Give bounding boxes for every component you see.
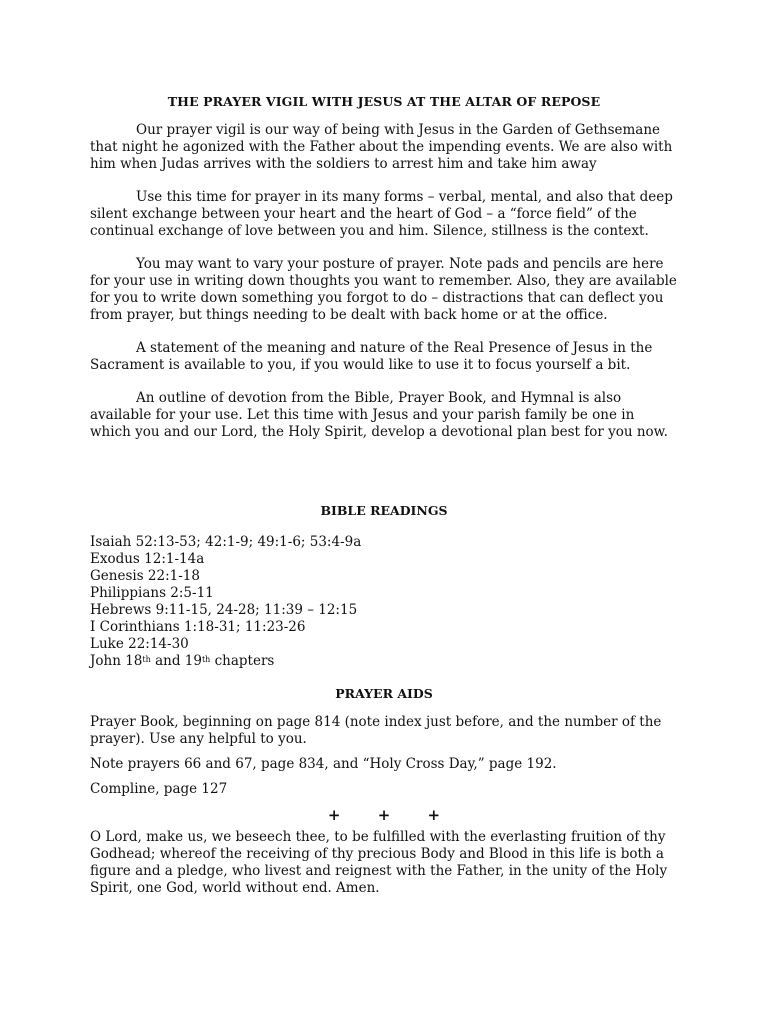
reading-item: I Corinthians 1:18-31; 11:23-26 bbox=[90, 619, 306, 635]
paragraph-posture: You may want to vary your posture of prayer. Note pads and pencils are here for your use in writing down thoughts you want to remember. Also, they are available for you to write down something you forgot to do – distractions that can deflect you from prayer, but things needing to be dealt with back home or at the office. bbox=[90, 256, 677, 323]
document-title: THE PRAYER VIGIL WITH JESUS AT THE ALTAR OF REPOSE bbox=[167, 94, 601, 109]
prayer-aid-item: Compline, page 127 bbox=[90, 781, 228, 797]
closing-prayer: O Lord, make us, we beseech thee, to be fulfilled with the everlasting fruition of thy Godhead; whereof the receiving of thy precious Body and Blood in this life is both a figure and a pledge, who livest and reignest with the Father, in the unity of the Holy Spirit, one God, world without end. Amen. bbox=[90, 829, 668, 896]
reading-item: Philippians 2:5-11 bbox=[90, 585, 214, 601]
bible-readings-heading: BIBLE READINGS bbox=[320, 503, 448, 518]
prayer-aids-heading: PRAYER AIDS bbox=[335, 686, 433, 701]
paragraph-devotion-outline: An outline of devotion from the Bible, Prayer Book, and Hymnal is also available for your use. Let this time with Jesus and your parish family be one in which you and our Lord, the Holy Spirit, develop a devotional plan best for you now. bbox=[90, 390, 668, 440]
paragraph-prayer-forms: Use this time for prayer in its many forms – verbal, mental, and also that deep silent exchange between your heart and the heart of God – a “force field” of the continual exchange of love between you and him. Silence, stillness is the context. bbox=[90, 189, 673, 239]
paragraph-real-presence: A statement of the meaning and nature of the Real Presence of Jesus in the Sacrament is available to you, if you would like to use it to focus yourself a bit. bbox=[90, 340, 653, 373]
reading-item: Hebrews 9:11-15, 24-28; 11:39 – 12:15 bbox=[90, 602, 358, 618]
john-superscript-2: th bbox=[201, 655, 211, 664]
john-part-b: and 19 bbox=[150, 653, 202, 669]
john-superscript-1: th bbox=[142, 655, 151, 664]
cross-separator: + + + bbox=[327, 806, 457, 824]
reading-item: Exodus 12:1-14a bbox=[90, 551, 205, 567]
document-content bbox=[90, 94, 678, 897]
reading-item: Genesis 22:1-18 bbox=[90, 568, 200, 584]
john-part-a: John 18 bbox=[90, 653, 143, 669]
reading-item: Isaiah 52:13-53; 42:1-9; 49:1-6; 53:4-9a bbox=[90, 534, 362, 550]
prayer-aid-item: Note prayers 66 and 67, page 834, and “Holy Cross Day,” page 192. bbox=[90, 756, 557, 772]
john-part-c: chapters bbox=[210, 653, 275, 669]
reading-item-john bbox=[90, 653, 678, 670]
bible-readings-list bbox=[90, 534, 678, 670]
prayer-aid-item: Prayer Book, beginning on page 814 (note index just before, and the number of the prayer). Use any helpful to you. bbox=[90, 714, 662, 747]
paragraph-vigil-intro: Our prayer vigil is our way of being with Jesus in the Garden of Gethsemane that night he agonized with the Father about the impending events. We are also with him when Judas arrives with the soldiers to arrest him and take him away bbox=[90, 122, 673, 172]
reading-item: Luke 22:14-30 bbox=[90, 636, 189, 652]
